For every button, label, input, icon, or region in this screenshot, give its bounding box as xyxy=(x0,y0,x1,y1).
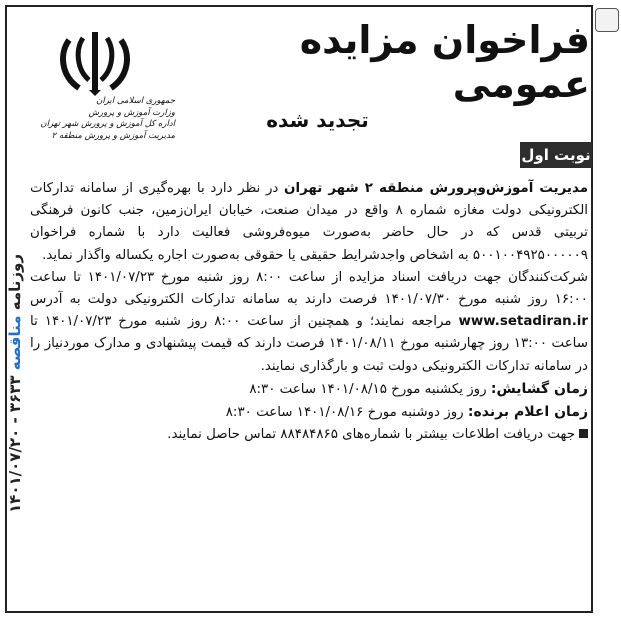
newspaper-name: مناقصه xyxy=(6,315,24,371)
iran-emblem-icon xyxy=(55,30,135,98)
winner-time xyxy=(30,401,588,424)
website-link[interactable]: www.setadiran.ir xyxy=(458,314,588,330)
notice-subtitle: تجدید شده xyxy=(266,108,369,132)
emblem-line: جمهوری اسلامی ایران xyxy=(96,96,175,106)
emblem-line: اداره کل آموزش و پرورش شهر تهران xyxy=(40,119,175,129)
intro-text: در نظر دارد با بهره‌گیری از سامانه تدارکات الکترونیکی دولت مغازه شماره ۸ واقع در میدان صنعت، خیابان ایران‌زمین، جنب کانون فرهنگی تربیتی قدس که در حال حاضر به‌صورت میوه‌فروشی فعالیت دارد با شماره فراخوان ۵۰۰۱۰۰۴۹۲۵۰۰۰۰۰۹ به اشخاص واجدشرایط حقیقی یا حقوقی به‌صورت اجاره یکساله واگذار نماید. xyxy=(30,181,589,263)
contact-text: جهت دریافت اطلاعات بیشتر با شماره‌های ۸۸۴۸۴۸۶۵ تماس حاصل نمایند. xyxy=(167,427,575,443)
organization-name: مدیریت آموزش‌وپرورش منطقه ۲ شهر تهران xyxy=(284,181,588,196)
schedule-text-a: شرکت‌کنندگان جهت دریافت اسناد مزایده از ساعت ۸:۰۰ روز شنبه مورخ ۱۴۰۱/۰۷/۲۳ تا ساعت ۱۶:۰۰ روز شنبه مورخ ۱۴۰۱/۰۷/۳۰ فرصت دارند به سامانه تدارکات الکترونیکی دولت به آدرس xyxy=(30,269,588,308)
winner-value: روز دوشنبه مورخ ۱۴۰۱/۰۸/۱۶ ساعت ۸:۳۰ xyxy=(225,405,468,421)
opening-label: زمان گشایش: xyxy=(490,380,588,397)
side-strip xyxy=(0,250,28,610)
round-badge: نوبت اول xyxy=(520,142,592,168)
bullet-square-icon xyxy=(579,429,588,438)
newspaper-prefix: روزنامه xyxy=(6,254,24,311)
intro-paragraph xyxy=(30,178,588,267)
notice-title: فراخوان مزایده عمومی xyxy=(299,18,590,106)
emblem-caption xyxy=(25,96,175,142)
schedule-text-b: مراجعه نمایند؛ و همچنین از ساعت ۸:۰۰ روز شنبه مورخ ۱۴۰۱/۰۷/۲۳ تا ساعت ۱۳:۰۰ روز چهارشنبه مورخ ۱۴۰۱/۰۸/۱۱ فرصت دارند که قیمت پیشنهادی و مدارک موردنیاز را در سامانه تدارکات الکترونیکی دولت ثبت و بارگذاری نمایند. xyxy=(30,314,588,374)
newspaper-side-label xyxy=(6,254,24,604)
schedule-paragraph xyxy=(30,267,588,378)
opening-time xyxy=(30,378,588,401)
emblem-line: مدیریت آموزش و پرورش منطقه ۲ xyxy=(51,130,175,141)
page-corner-mark xyxy=(595,8,619,32)
notice-body xyxy=(30,178,588,446)
emblem-line: وزارت آموزش و پرورش xyxy=(88,107,175,118)
opening-value: روز یکشنبه مورخ ۱۴۰۱/۰۸/۱۵ ساعت ۸:۳۰ xyxy=(249,381,491,397)
issue-date: ۳۶۳۳ - ۱۴۰۱/۰۷/۲۰ xyxy=(6,375,24,513)
contact-line xyxy=(30,424,588,446)
winner-label: زمان اعلام برنده: xyxy=(467,404,588,421)
